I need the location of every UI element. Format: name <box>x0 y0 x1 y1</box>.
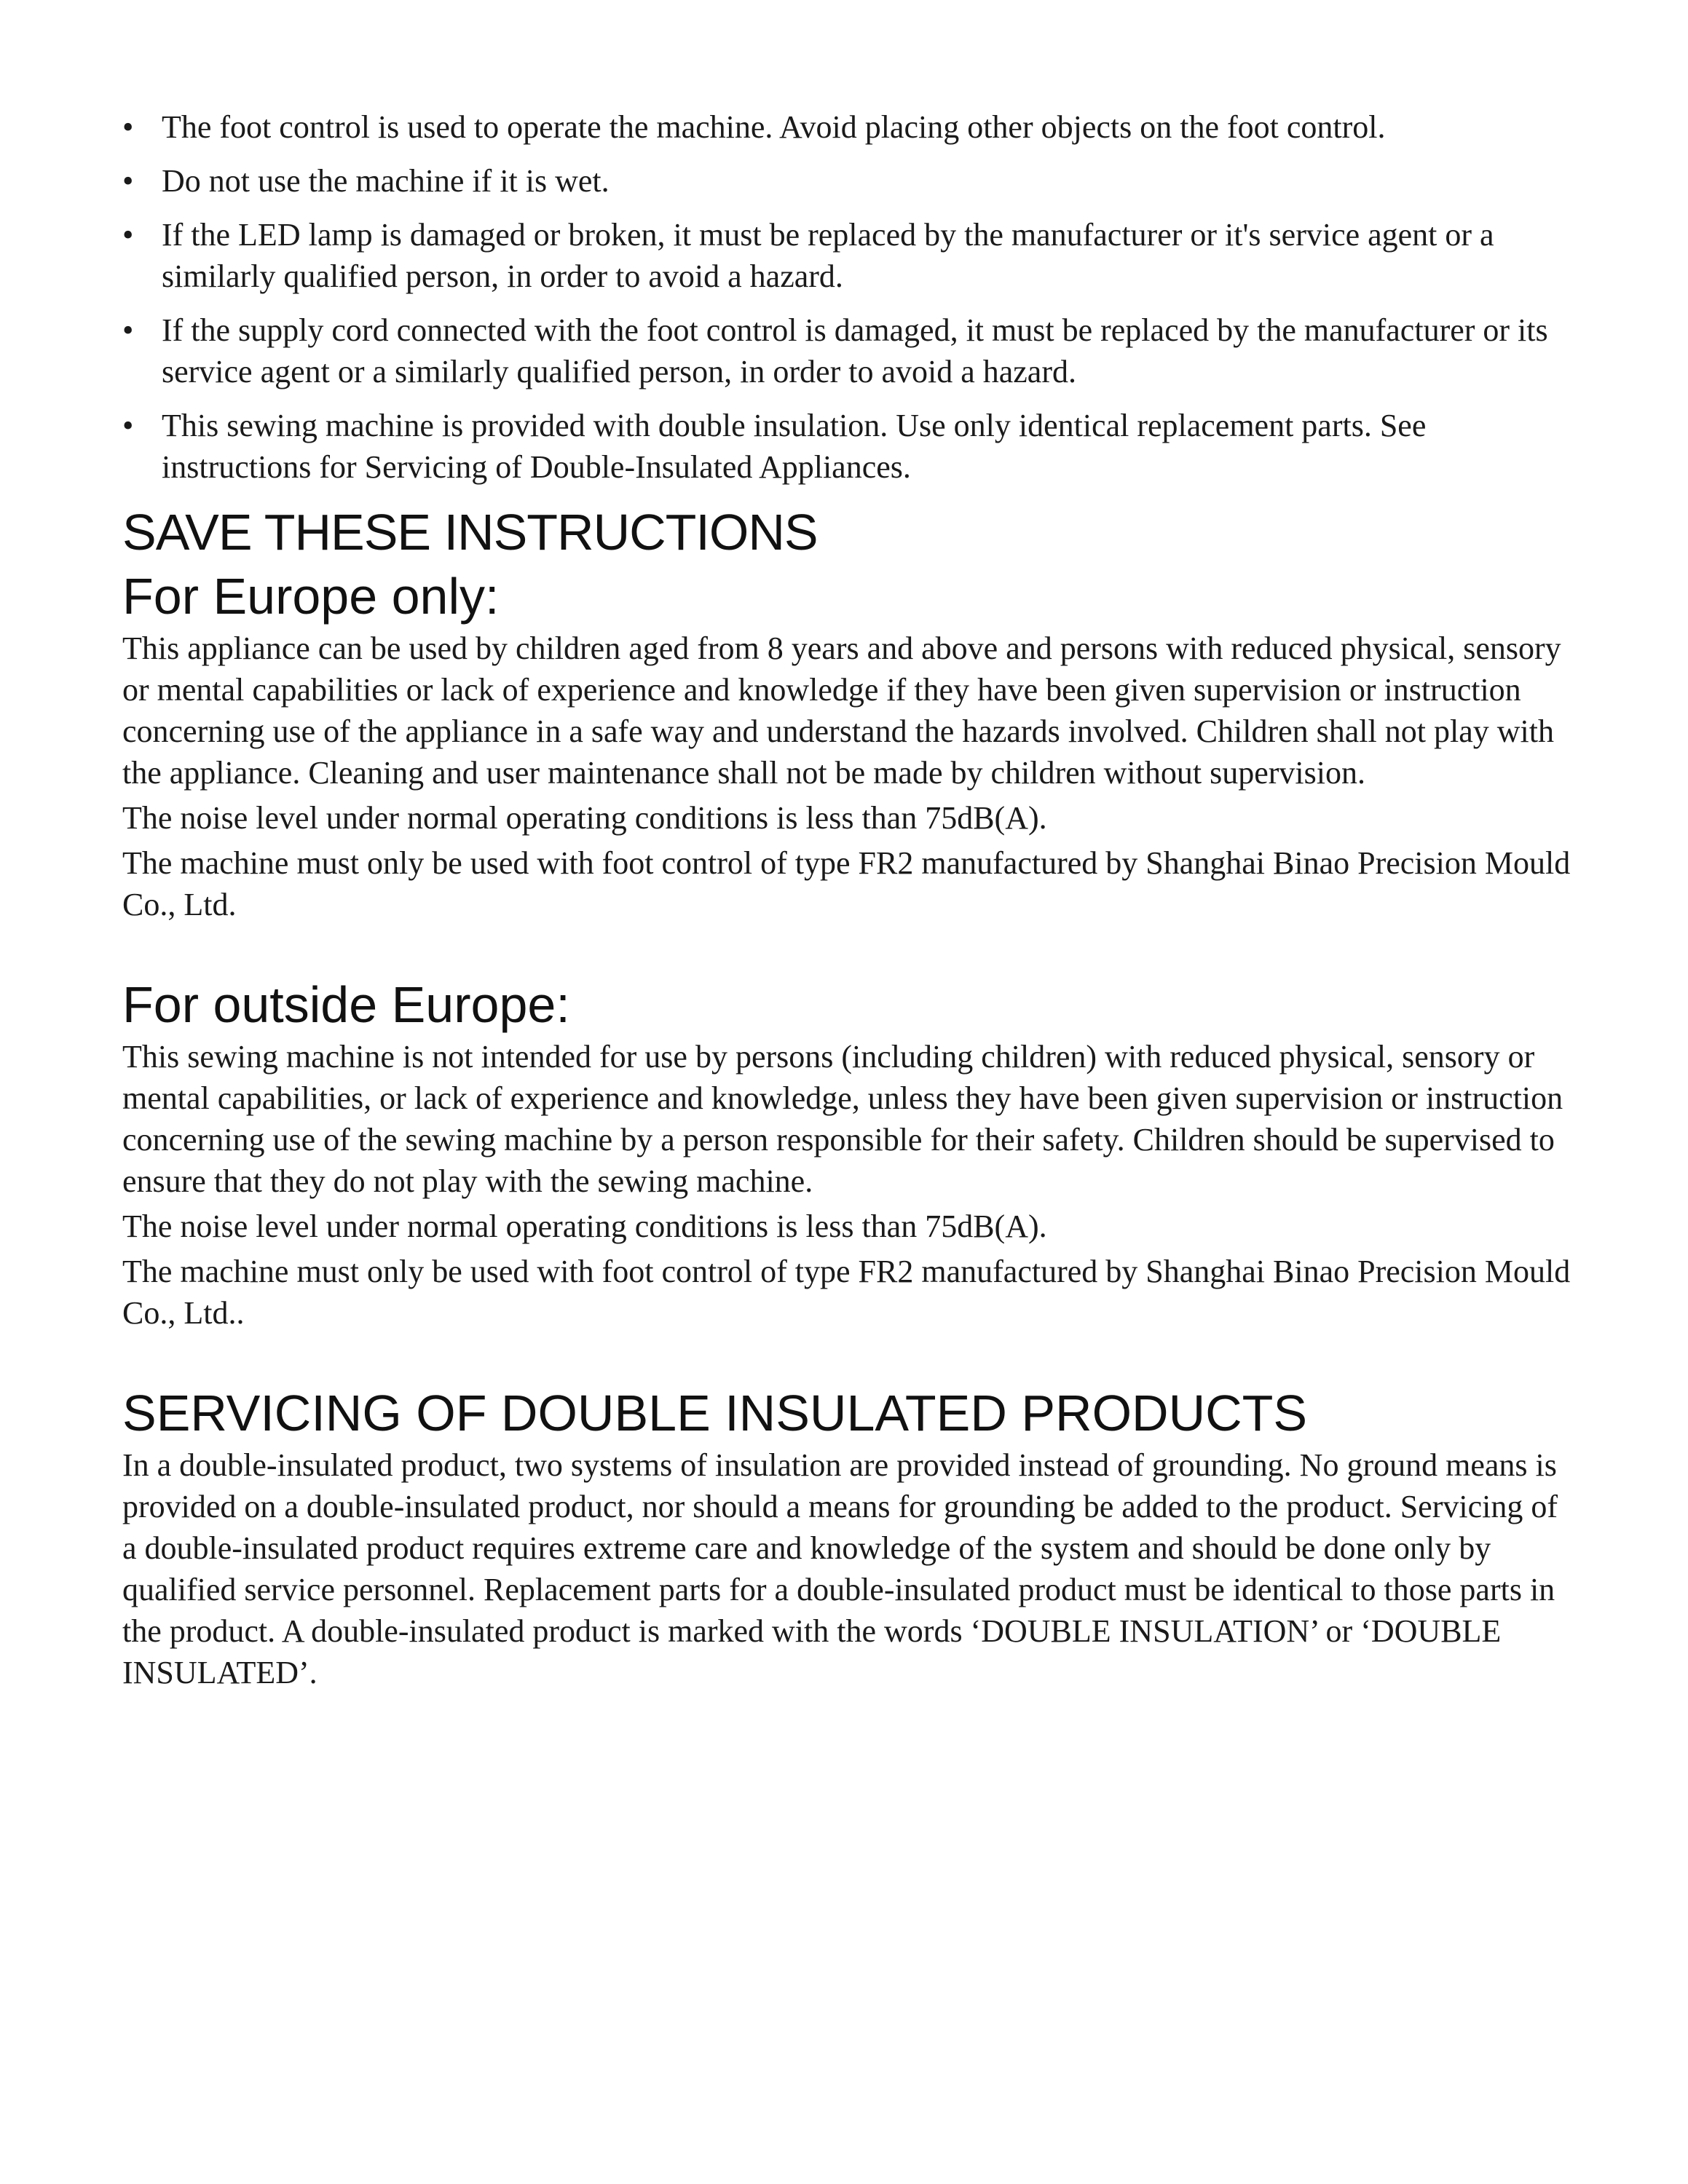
bullet-text: This sewing machine is provided with double insulation. Use only identical replacement parts. See instructions for Servicing of Double-Insulated Appliances. <box>162 408 1427 485</box>
europe-noise-paragraph: The noise level under normal operating conditions is less than 75dB(A). <box>122 800 1047 836</box>
bullet-item <box>122 160 1579 202</box>
bullet-text: If the LED lamp is damaged or broken, it must be replaced by the manufacturer or it's service agent or a similarly qualified person, in order to avoid a hazard. <box>162 217 1494 294</box>
outside-europe-foot-control-paragraph: The machine must only be used with foot control of type FR2 manufactured by Shanghai Binao Precision Mould Co., Ltd.. <box>122 1254 1571 1331</box>
bullet-dot-icon: • <box>122 163 134 199</box>
safety-bullet-list <box>122 106 1579 488</box>
save-instructions-heading: SAVE THESE INSTRUCTIONS <box>122 504 818 561</box>
europe-foot-control-paragraph: The machine must only be used with foot control of type FR2 manufactured by Shanghai Binao Precision Mould Co., Ltd. <box>122 845 1571 922</box>
bullet-dot-icon: • <box>122 312 134 348</box>
bullet-dot-icon: • <box>122 408 134 443</box>
servicing-paragraph: In a double-insulated product, two systems of insulation are provided instead of grounding. No ground means is provided on a double-insulated product, nor should a means for grounding be added to the product. Servicing of a double-insulated product requires extreme care and knowledge of the system and should be done only by qualified service personnel. Replacement parts for a double-insulated product must be identical to those parts in the product. A double-insulated product is marked with the words ‘DOUBLE INSULATION’ or ‘DOUBLE INSULATED’. <box>122 1447 1558 1690</box>
outside-europe-noise-paragraph: The noise level under normal operating conditions is less than 75dB(A). <box>122 1208 1047 1244</box>
bullet-dot-icon: • <box>122 217 134 253</box>
bullet-item <box>122 309 1579 392</box>
outside-europe-heading: For outside Europe: <box>122 976 570 1033</box>
bullet-text: Do not use the machine if it is wet. <box>162 163 610 199</box>
document-page <box>122 106 1579 1693</box>
bullet-dot-icon: • <box>122 109 134 145</box>
bullet-item <box>122 106 1579 148</box>
servicing-heading: SERVICING OF DOUBLE INSULATED PRODUCTS <box>122 1385 1308 1441</box>
europe-only-heading: For Europe only: <box>122 568 500 625</box>
outside-europe-paragraph: This sewing machine is not intended for use by persons (including children) with reduced physical, sensory or mental capabilities, or lack of experience and knowledge, unless they have been given supervision or instruction concerning use of the sewing machine by a person responsible for their safety. Children should be supervised to ensure that they do not play with the sewing machine. <box>122 1039 1563 1199</box>
bullet-text: The foot control is used to operate the machine. Avoid placing other objects on the foot control. <box>162 109 1386 145</box>
bullet-item <box>122 214 1579 297</box>
bullet-text: If the supply cord connected with the foot control is damaged, it must be replaced by the manufacturer or its service agent or a similarly qualified person, in order to avoid a hazard. <box>162 312 1548 389</box>
europe-paragraph: This appliance can be used by children aged from 8 years and above and persons with reduced physical, sensory or mental capabilities or lack of experience and knowledge if they have been given supervision or instruction concerning use of the appliance in a safe way and understand the hazards involved. Children shall not play with the appliance. Cleaning and user maintenance shall not be made by children without supervision. <box>122 630 1561 791</box>
bullet-item <box>122 405 1579 488</box>
